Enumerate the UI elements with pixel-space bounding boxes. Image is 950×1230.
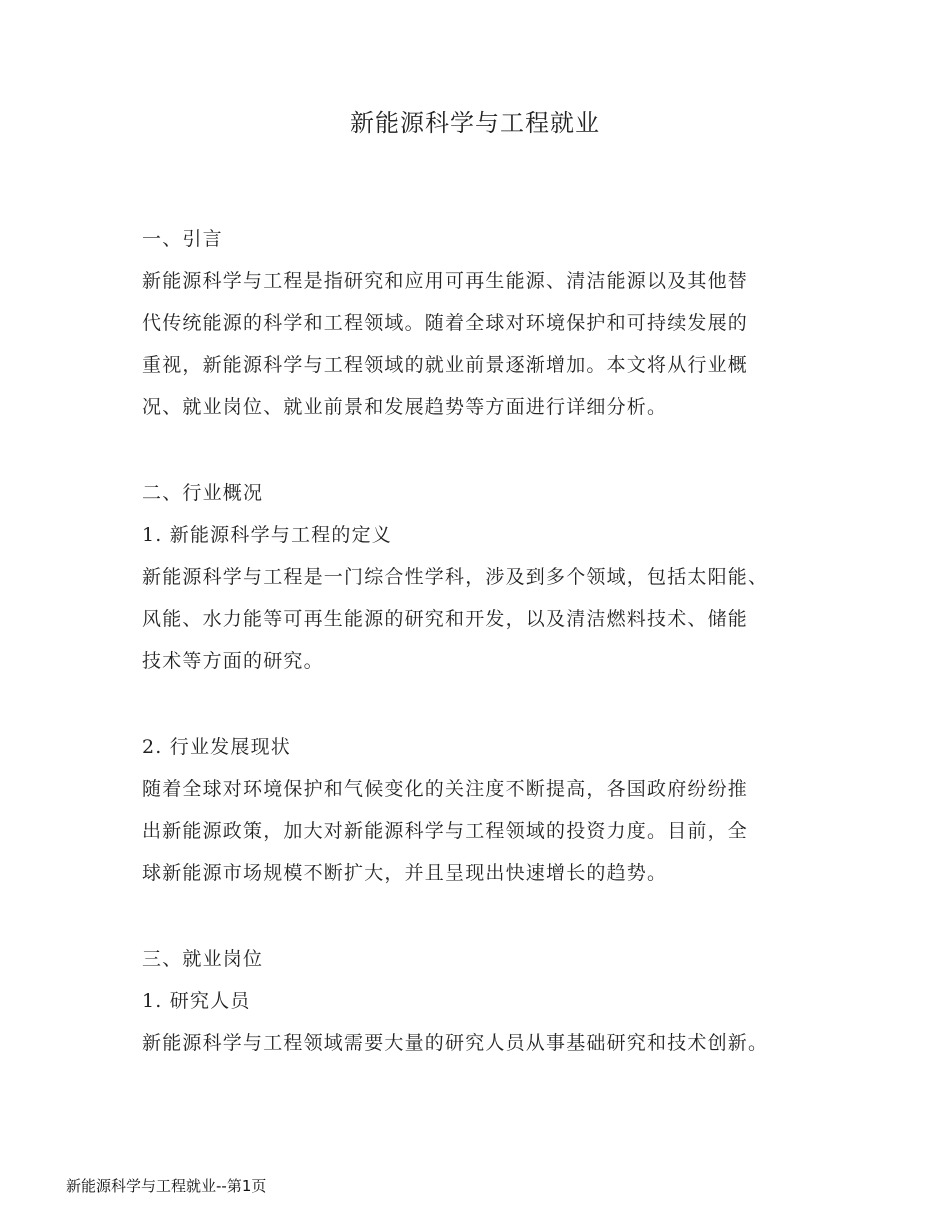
text-line: 2. 行业发展现状 xyxy=(142,736,291,758)
text-line: 一、引言 xyxy=(142,228,223,250)
text-line: 新能源科学与工程是一门综合性学科，涉及到多个领域，包括太阳能、 xyxy=(142,566,769,588)
paragraph-gap xyxy=(142,894,832,938)
text-line: 1. 新能源科学与工程的定义 xyxy=(142,524,392,546)
text-line: 球新能源市场规模不断扩大，并且呈现出快速增长的趋势。 xyxy=(142,862,668,884)
text-line: 出新能源政策，加大对新能源科学与工程领域的投资力度。目前，全 xyxy=(142,820,749,842)
page-footer: 新能源科学与工程就业--第1页 xyxy=(66,1177,267,1195)
text-line: 代传统能源的科学和工程领域。随着全球对环境保护和可持续发展的 xyxy=(142,312,749,334)
text-line: 随着全球对环境保护和气候变化的关注度不断提高，各国政府纷纷推 xyxy=(142,778,749,800)
text-line: 技术等方面的研究。 xyxy=(142,650,324,672)
text-line: 况、就业岗位、就业前景和发展趋势等方面进行详细分析。 xyxy=(142,396,668,418)
text-line: 二、行业概况 xyxy=(142,482,264,504)
paragraph-gap xyxy=(142,428,832,472)
text-line: 风能、水力能等可再生能源的研究和开发，以及清洁燃料技术、储能 xyxy=(142,608,749,630)
text-line: 新能源科学与工程领域需要大量的研究人员从事基础研究和技术创新。 xyxy=(142,1032,769,1054)
document-title: 新能源科学与工程就业 xyxy=(350,109,600,137)
document-body xyxy=(142,218,832,1064)
text-line: 重视，新能源科学与工程领域的就业前景逐渐增加。本文将从行业概 xyxy=(142,354,749,376)
text-line: 新能源科学与工程是指研究和应用可再生能源、清洁能源以及其他替 xyxy=(142,270,749,292)
text-line: 1. 研究人员 xyxy=(142,990,251,1012)
paragraph-gap xyxy=(142,682,832,726)
text-line: 三、就业岗位 xyxy=(142,948,264,970)
